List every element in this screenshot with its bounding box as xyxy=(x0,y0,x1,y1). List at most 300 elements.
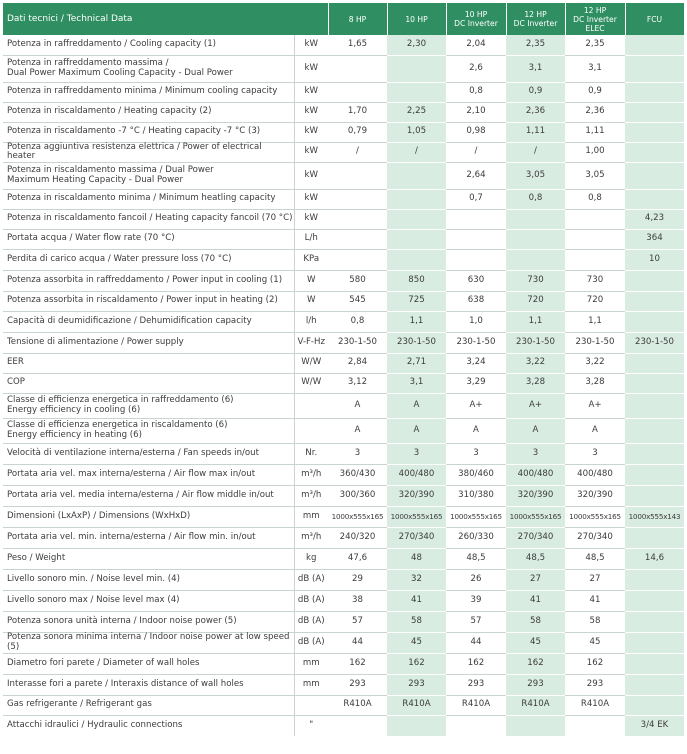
value-cell: 26 xyxy=(446,569,506,590)
value-cell: 1,00 xyxy=(565,142,625,162)
value-cell xyxy=(625,189,684,209)
value-cell: 3 xyxy=(328,443,387,464)
value-cell xyxy=(625,674,684,695)
value-cell: 3,22 xyxy=(565,353,625,373)
value-cell: 1,1 xyxy=(565,311,625,332)
value-cell xyxy=(625,464,684,485)
value-cell: 0,8 xyxy=(328,311,387,332)
value-cell: 0,9 xyxy=(506,82,565,102)
row-unit: kW xyxy=(294,102,328,122)
value-cell: 300/360 xyxy=(328,485,387,506)
value-cell: A xyxy=(565,418,625,443)
value-cell: 230-1-50 xyxy=(625,332,684,353)
value-cell: 39 xyxy=(446,590,506,611)
value-cell: 720 xyxy=(565,291,625,311)
value-cell: 162 xyxy=(387,653,446,674)
value-cell: 1000x555x165 xyxy=(565,506,625,527)
value-cell: 730 xyxy=(506,270,565,291)
table-row xyxy=(3,142,684,162)
table-row xyxy=(3,332,684,353)
row-label: Gas refrigerante / Refrigerant gas xyxy=(3,695,294,715)
value-cell: 41 xyxy=(506,590,565,611)
row-label: Livello sonoro min. / Noise level min. (4) xyxy=(3,569,294,590)
table-row xyxy=(3,291,684,311)
value-cell: 1000x555x165 xyxy=(446,506,506,527)
value-cell: A+ xyxy=(506,393,565,418)
row-unit: " xyxy=(294,715,328,736)
value-cell: 0,9 xyxy=(565,82,625,102)
value-cell: 1,70 xyxy=(328,102,387,122)
row-label: Interasse fori a parete / Interaxis distance of wall holes xyxy=(3,674,294,695)
value-cell: 57 xyxy=(446,611,506,632)
value-cell xyxy=(506,715,565,736)
row-unit: V-F-Hz xyxy=(294,332,328,353)
value-cell xyxy=(625,590,684,611)
value-cell: 1000x555x165 xyxy=(328,506,387,527)
table-row xyxy=(3,611,684,632)
row-label: Potenza in riscaldamento -7 °C / Heating capacity -7 °C (3) xyxy=(3,122,294,142)
table-row xyxy=(3,249,684,270)
row-unit: mm xyxy=(294,674,328,695)
value-cell: 2,6 xyxy=(446,55,506,82)
value-cell xyxy=(625,569,684,590)
value-cell: R410A xyxy=(446,695,506,715)
row-label: COP xyxy=(3,373,294,393)
value-cell: 58 xyxy=(565,611,625,632)
table-row xyxy=(3,189,684,209)
value-cell: 400/480 xyxy=(506,464,565,485)
value-cell: A xyxy=(328,418,387,443)
row-label: Capacità di deumidificazione / Dehumidification capacity xyxy=(3,311,294,332)
row-label: Classe di efficienza energetica in riscaldamento (6) Energy efficiency in heating (6) xyxy=(3,418,294,443)
value-cell: 2,36 xyxy=(506,102,565,122)
value-cell: 260/330 xyxy=(446,527,506,548)
row-label: Potenza in riscaldamento fancoil / Heating capacity fancoil (70 °C) xyxy=(3,209,294,229)
row-unit: l/h xyxy=(294,311,328,332)
value-cell: 0,8 xyxy=(446,82,506,102)
value-cell: 3,1 xyxy=(387,373,446,393)
value-cell: 2,35 xyxy=(565,35,625,55)
value-cell xyxy=(625,695,684,715)
row-unit: kW xyxy=(294,189,328,209)
row-label: Portata aria vel. media interna/esterna / Air flow middle in/out xyxy=(3,485,294,506)
row-label: Portata aria vel. max interna/esterna / Air flow max in/out xyxy=(3,464,294,485)
value-cell: 45 xyxy=(506,632,565,653)
value-cell: 730 xyxy=(565,270,625,291)
value-cell: A xyxy=(328,393,387,418)
value-cell xyxy=(506,249,565,270)
value-cell: 270/340 xyxy=(565,527,625,548)
value-cell xyxy=(328,715,387,736)
value-cell: 48,5 xyxy=(446,548,506,569)
value-cell: 58 xyxy=(387,611,446,632)
column-header-line: 8 HP xyxy=(348,14,367,24)
value-cell: 45 xyxy=(565,632,625,653)
value-cell: 0,79 xyxy=(328,122,387,142)
value-cell: 3,05 xyxy=(565,162,625,189)
value-cell: 48 xyxy=(387,548,446,569)
row-unit: mm xyxy=(294,506,328,527)
column-header-12hp-dc-inverter xyxy=(506,3,565,35)
value-cell: 3 xyxy=(446,443,506,464)
value-cell xyxy=(506,229,565,249)
value-cell: 310/380 xyxy=(446,485,506,506)
value-cell xyxy=(625,102,684,122)
value-cell: 3,1 xyxy=(565,55,625,82)
value-cell: 58 xyxy=(506,611,565,632)
value-cell: A+ xyxy=(446,393,506,418)
value-cell: 57 xyxy=(328,611,387,632)
value-cell xyxy=(625,35,684,55)
row-label: Potenza aggiuntiva resistenza elettrica / Power of electrical heater xyxy=(3,142,294,162)
value-cell: 1,1 xyxy=(387,311,446,332)
value-cell: 41 xyxy=(387,590,446,611)
table-row xyxy=(3,373,684,393)
value-cell xyxy=(328,55,387,82)
row-label: Potenza in riscaldamento / Heating capacity (2) xyxy=(3,102,294,122)
value-cell: 1000x555x143 xyxy=(625,506,684,527)
value-cell xyxy=(565,209,625,229)
table-row xyxy=(3,270,684,291)
row-unit: kW xyxy=(294,82,328,102)
value-cell xyxy=(625,443,684,464)
table-row xyxy=(3,353,684,373)
column-header-10hp xyxy=(387,3,446,35)
column-header-line: FCU xyxy=(646,14,663,24)
value-cell xyxy=(625,270,684,291)
value-cell: 293 xyxy=(506,674,565,695)
value-cell: 2,04 xyxy=(446,35,506,55)
value-cell: 2,36 xyxy=(565,102,625,122)
table-row xyxy=(3,715,684,736)
value-cell xyxy=(565,715,625,736)
row-label: Perdita di carico acqua / Water pressure loss (70 °C) xyxy=(3,249,294,270)
value-cell: 2,25 xyxy=(387,102,446,122)
table-row xyxy=(3,548,684,569)
value-cell: 3,1 xyxy=(506,55,565,82)
row-unit: kW xyxy=(294,162,328,189)
value-cell: 400/480 xyxy=(565,464,625,485)
row-label: Diametro fori parete / Diameter of wall holes xyxy=(3,653,294,674)
value-cell: A xyxy=(506,418,565,443)
column-header-10hp-dc-inverter xyxy=(446,3,506,35)
value-cell xyxy=(387,229,446,249)
value-cell: 850 xyxy=(387,270,446,291)
value-cell: 1,65 xyxy=(328,35,387,55)
table-row xyxy=(3,674,684,695)
row-unit: kW xyxy=(294,35,328,55)
row-unit: m³/h xyxy=(294,527,328,548)
value-cell: 320/390 xyxy=(387,485,446,506)
column-header-fcu xyxy=(625,3,684,35)
table-row xyxy=(3,311,684,332)
value-cell: 0,7 xyxy=(446,189,506,209)
value-cell: 230-1-50 xyxy=(446,332,506,353)
value-cell xyxy=(328,229,387,249)
value-cell: 230-1-50 xyxy=(387,332,446,353)
row-unit: dB (A) xyxy=(294,632,328,653)
row-unit: kg xyxy=(294,548,328,569)
column-header-line: DC Inverter xyxy=(513,19,558,28)
value-cell xyxy=(625,82,684,102)
value-cell: 1000x555x165 xyxy=(506,506,565,527)
value-cell: 3 xyxy=(565,443,625,464)
value-cell: 2,30 xyxy=(387,35,446,55)
value-cell: 1,11 xyxy=(565,122,625,142)
column-header-line: DC Inverter xyxy=(454,19,498,28)
value-cell: 725 xyxy=(387,291,446,311)
value-cell xyxy=(625,291,684,311)
value-cell: 32 xyxy=(387,569,446,590)
value-cell: 3/4 EK xyxy=(625,715,684,736)
value-cell xyxy=(625,311,684,332)
row-label: Peso / Weight xyxy=(3,548,294,569)
value-cell: 545 xyxy=(328,291,387,311)
value-cell: 2,35 xyxy=(506,35,565,55)
table-row xyxy=(3,443,684,464)
value-cell: 27 xyxy=(565,569,625,590)
value-cell xyxy=(387,249,446,270)
value-cell xyxy=(625,55,684,82)
row-unit: W xyxy=(294,270,328,291)
row-label: Potenza in riscaldamento minima / Minimum heatling capacity xyxy=(3,189,294,209)
value-cell xyxy=(625,653,684,674)
row-label: Potenza in riscaldamento massima / Dual Power Maximum Heating Capacity - Dual Power xyxy=(3,162,294,189)
value-cell: 1,05 xyxy=(387,122,446,142)
header-row xyxy=(3,3,684,35)
value-cell xyxy=(328,189,387,209)
value-cell: 45 xyxy=(387,632,446,653)
table-row xyxy=(3,653,684,674)
value-cell: 3,12 xyxy=(328,373,387,393)
row-unit: m³/h xyxy=(294,464,328,485)
value-cell xyxy=(328,209,387,229)
row-label: Potenza sonora unità interna / Indoor noise power (5) xyxy=(3,611,294,632)
value-cell: 1,1 xyxy=(506,311,565,332)
value-cell: 1,0 xyxy=(446,311,506,332)
table-row xyxy=(3,527,684,548)
value-cell: 3,29 xyxy=(446,373,506,393)
value-cell xyxy=(446,209,506,229)
value-cell: 0,8 xyxy=(506,189,565,209)
value-cell xyxy=(387,209,446,229)
table-row xyxy=(3,82,684,102)
column-header-line: 10 HP xyxy=(464,10,488,19)
value-cell xyxy=(446,715,506,736)
value-cell: 10 xyxy=(625,249,684,270)
row-label: Potenza sonora minima interna / Indoor noise power at low speed (5) xyxy=(3,632,294,653)
value-cell: 48,5 xyxy=(565,548,625,569)
value-cell xyxy=(387,715,446,736)
value-cell: A xyxy=(387,393,446,418)
table-row xyxy=(3,162,684,189)
value-cell: R410A xyxy=(387,695,446,715)
value-cell: 320/390 xyxy=(565,485,625,506)
row-label: EER xyxy=(3,353,294,373)
table-row xyxy=(3,632,684,653)
value-cell xyxy=(625,393,684,418)
value-cell: A xyxy=(387,418,446,443)
value-cell xyxy=(387,55,446,82)
value-cell: R410A xyxy=(328,695,387,715)
value-cell: 2,71 xyxy=(387,353,446,373)
value-cell xyxy=(625,632,684,653)
row-unit: dB (A) xyxy=(294,569,328,590)
value-cell: R410A xyxy=(506,695,565,715)
row-unit xyxy=(294,418,328,443)
row-label: Portata acqua / Water flow rate (70 °C) xyxy=(3,229,294,249)
value-cell xyxy=(565,229,625,249)
row-unit: Nr. xyxy=(294,443,328,464)
table-row xyxy=(3,464,684,485)
value-cell: 360/430 xyxy=(328,464,387,485)
row-label: Potenza in raffreddamento / Cooling capacity (1) xyxy=(3,35,294,55)
value-cell: 2,10 xyxy=(446,102,506,122)
value-cell: 270/340 xyxy=(387,527,446,548)
value-cell: 27 xyxy=(506,569,565,590)
value-cell xyxy=(625,418,684,443)
row-unit xyxy=(294,393,328,418)
table-row xyxy=(3,229,684,249)
value-cell: 293 xyxy=(387,674,446,695)
value-cell xyxy=(625,373,684,393)
row-unit: mm xyxy=(294,653,328,674)
value-cell xyxy=(565,249,625,270)
value-cell: 230-1-50 xyxy=(328,332,387,353)
value-cell: 162 xyxy=(565,653,625,674)
value-cell xyxy=(387,189,446,209)
value-cell: 720 xyxy=(506,291,565,311)
table-row xyxy=(3,209,684,229)
value-cell: 293 xyxy=(328,674,387,695)
table-body xyxy=(3,35,684,736)
value-cell: 293 xyxy=(565,674,625,695)
row-label: Dimensioni (LxAxP) / Dimensions (WxHxD) xyxy=(3,506,294,527)
value-cell xyxy=(625,142,684,162)
table-row xyxy=(3,393,684,418)
value-cell: 3,24 xyxy=(446,353,506,373)
row-unit: kW xyxy=(294,122,328,142)
value-cell: 230-1-50 xyxy=(506,332,565,353)
table-title: Dati tecnici / Technical Data xyxy=(3,3,328,35)
value-cell: R410A xyxy=(565,695,625,715)
row-label: Classe di efficienza energetica in raffreddamento (6) Energy efficiency in cooling (6) xyxy=(3,393,294,418)
value-cell: 3,05 xyxy=(506,162,565,189)
value-cell xyxy=(328,249,387,270)
value-cell: 320/390 xyxy=(506,485,565,506)
value-cell: A+ xyxy=(565,393,625,418)
value-cell: 1000x555x165 xyxy=(387,506,446,527)
value-cell xyxy=(446,229,506,249)
value-cell: 44 xyxy=(446,632,506,653)
value-cell xyxy=(387,82,446,102)
row-label: Potenza assorbita in riscaldamento / Power input in heating (2) xyxy=(3,291,294,311)
table-row xyxy=(3,35,684,55)
value-cell: 3 xyxy=(387,443,446,464)
value-cell xyxy=(328,162,387,189)
row-unit: dB (A) xyxy=(294,611,328,632)
row-label: Potenza in raffreddamento massima / Dual Power Maximum Cooling Capacity - Dual Power xyxy=(3,55,294,82)
value-cell: 0,98 xyxy=(446,122,506,142)
value-cell: 3,28 xyxy=(565,373,625,393)
table-row xyxy=(3,485,684,506)
value-cell: 162 xyxy=(328,653,387,674)
value-cell: 0,8 xyxy=(565,189,625,209)
table-row xyxy=(3,122,684,142)
value-cell: / xyxy=(506,142,565,162)
value-cell: 3,28 xyxy=(506,373,565,393)
technical-data-table xyxy=(3,3,685,736)
table-row xyxy=(3,569,684,590)
value-cell: 29 xyxy=(328,569,387,590)
value-cell xyxy=(625,485,684,506)
table-row xyxy=(3,55,684,82)
row-label: Potenza in raffreddamento minima / Minimum cooling capacity xyxy=(3,82,294,102)
row-unit xyxy=(294,695,328,715)
value-cell: 47,6 xyxy=(328,548,387,569)
value-cell: / xyxy=(328,142,387,162)
value-cell xyxy=(625,162,684,189)
value-cell xyxy=(506,209,565,229)
row-unit: kW xyxy=(294,142,328,162)
value-cell: 270/340 xyxy=(506,527,565,548)
column-header-line: DC Inverter xyxy=(573,14,617,24)
row-unit: kW xyxy=(294,55,328,82)
value-cell: 638 xyxy=(446,291,506,311)
value-cell: 38 xyxy=(328,590,387,611)
row-label: Portata aria vel. min. interna/esterna / Air flow min. in/out xyxy=(3,527,294,548)
value-cell: 44 xyxy=(328,632,387,653)
value-cell: A xyxy=(446,418,506,443)
row-unit: W/W xyxy=(294,373,328,393)
value-cell xyxy=(625,122,684,142)
value-cell: 630 xyxy=(446,270,506,291)
row-label: Velocità di ventilazione interna/esterna / Fan speeds in/out xyxy=(3,443,294,464)
value-cell: 230-1-50 xyxy=(565,332,625,353)
value-cell: 3,22 xyxy=(506,353,565,373)
value-cell: 580 xyxy=(328,270,387,291)
column-header-8hp xyxy=(328,3,387,35)
value-cell xyxy=(625,527,684,548)
value-cell: 3 xyxy=(506,443,565,464)
column-header-line: 12 HP xyxy=(583,5,607,15)
table-row xyxy=(3,418,684,443)
value-cell: 2,84 xyxy=(328,353,387,373)
value-cell: 1,11 xyxy=(506,122,565,142)
value-cell xyxy=(625,611,684,632)
table-row xyxy=(3,695,684,715)
value-cell: / xyxy=(446,142,506,162)
table-row xyxy=(3,590,684,611)
value-cell: 380/460 xyxy=(446,464,506,485)
row-unit: m³/h xyxy=(294,485,328,506)
value-cell xyxy=(446,249,506,270)
row-label: Livello sonoro max / Noise level max (4) xyxy=(3,590,294,611)
value-cell xyxy=(387,162,446,189)
value-cell xyxy=(328,82,387,102)
row-unit: W xyxy=(294,291,328,311)
column-header-12hp-dc-inverter-elec xyxy=(565,3,625,35)
value-cell: 364 xyxy=(625,229,684,249)
table-row xyxy=(3,102,684,122)
row-label: Potenza assorbita in raffreddamento / Power input in cooling (1) xyxy=(3,270,294,291)
row-unit: dB (A) xyxy=(294,590,328,611)
value-cell: 162 xyxy=(446,653,506,674)
value-cell: 2,64 xyxy=(446,162,506,189)
row-label: Tensione di alimentazione / Power supply xyxy=(3,332,294,353)
row-label: Attacchi idraulici / Hydraulic connections xyxy=(7,720,183,730)
row-unit: L/h xyxy=(294,229,328,249)
